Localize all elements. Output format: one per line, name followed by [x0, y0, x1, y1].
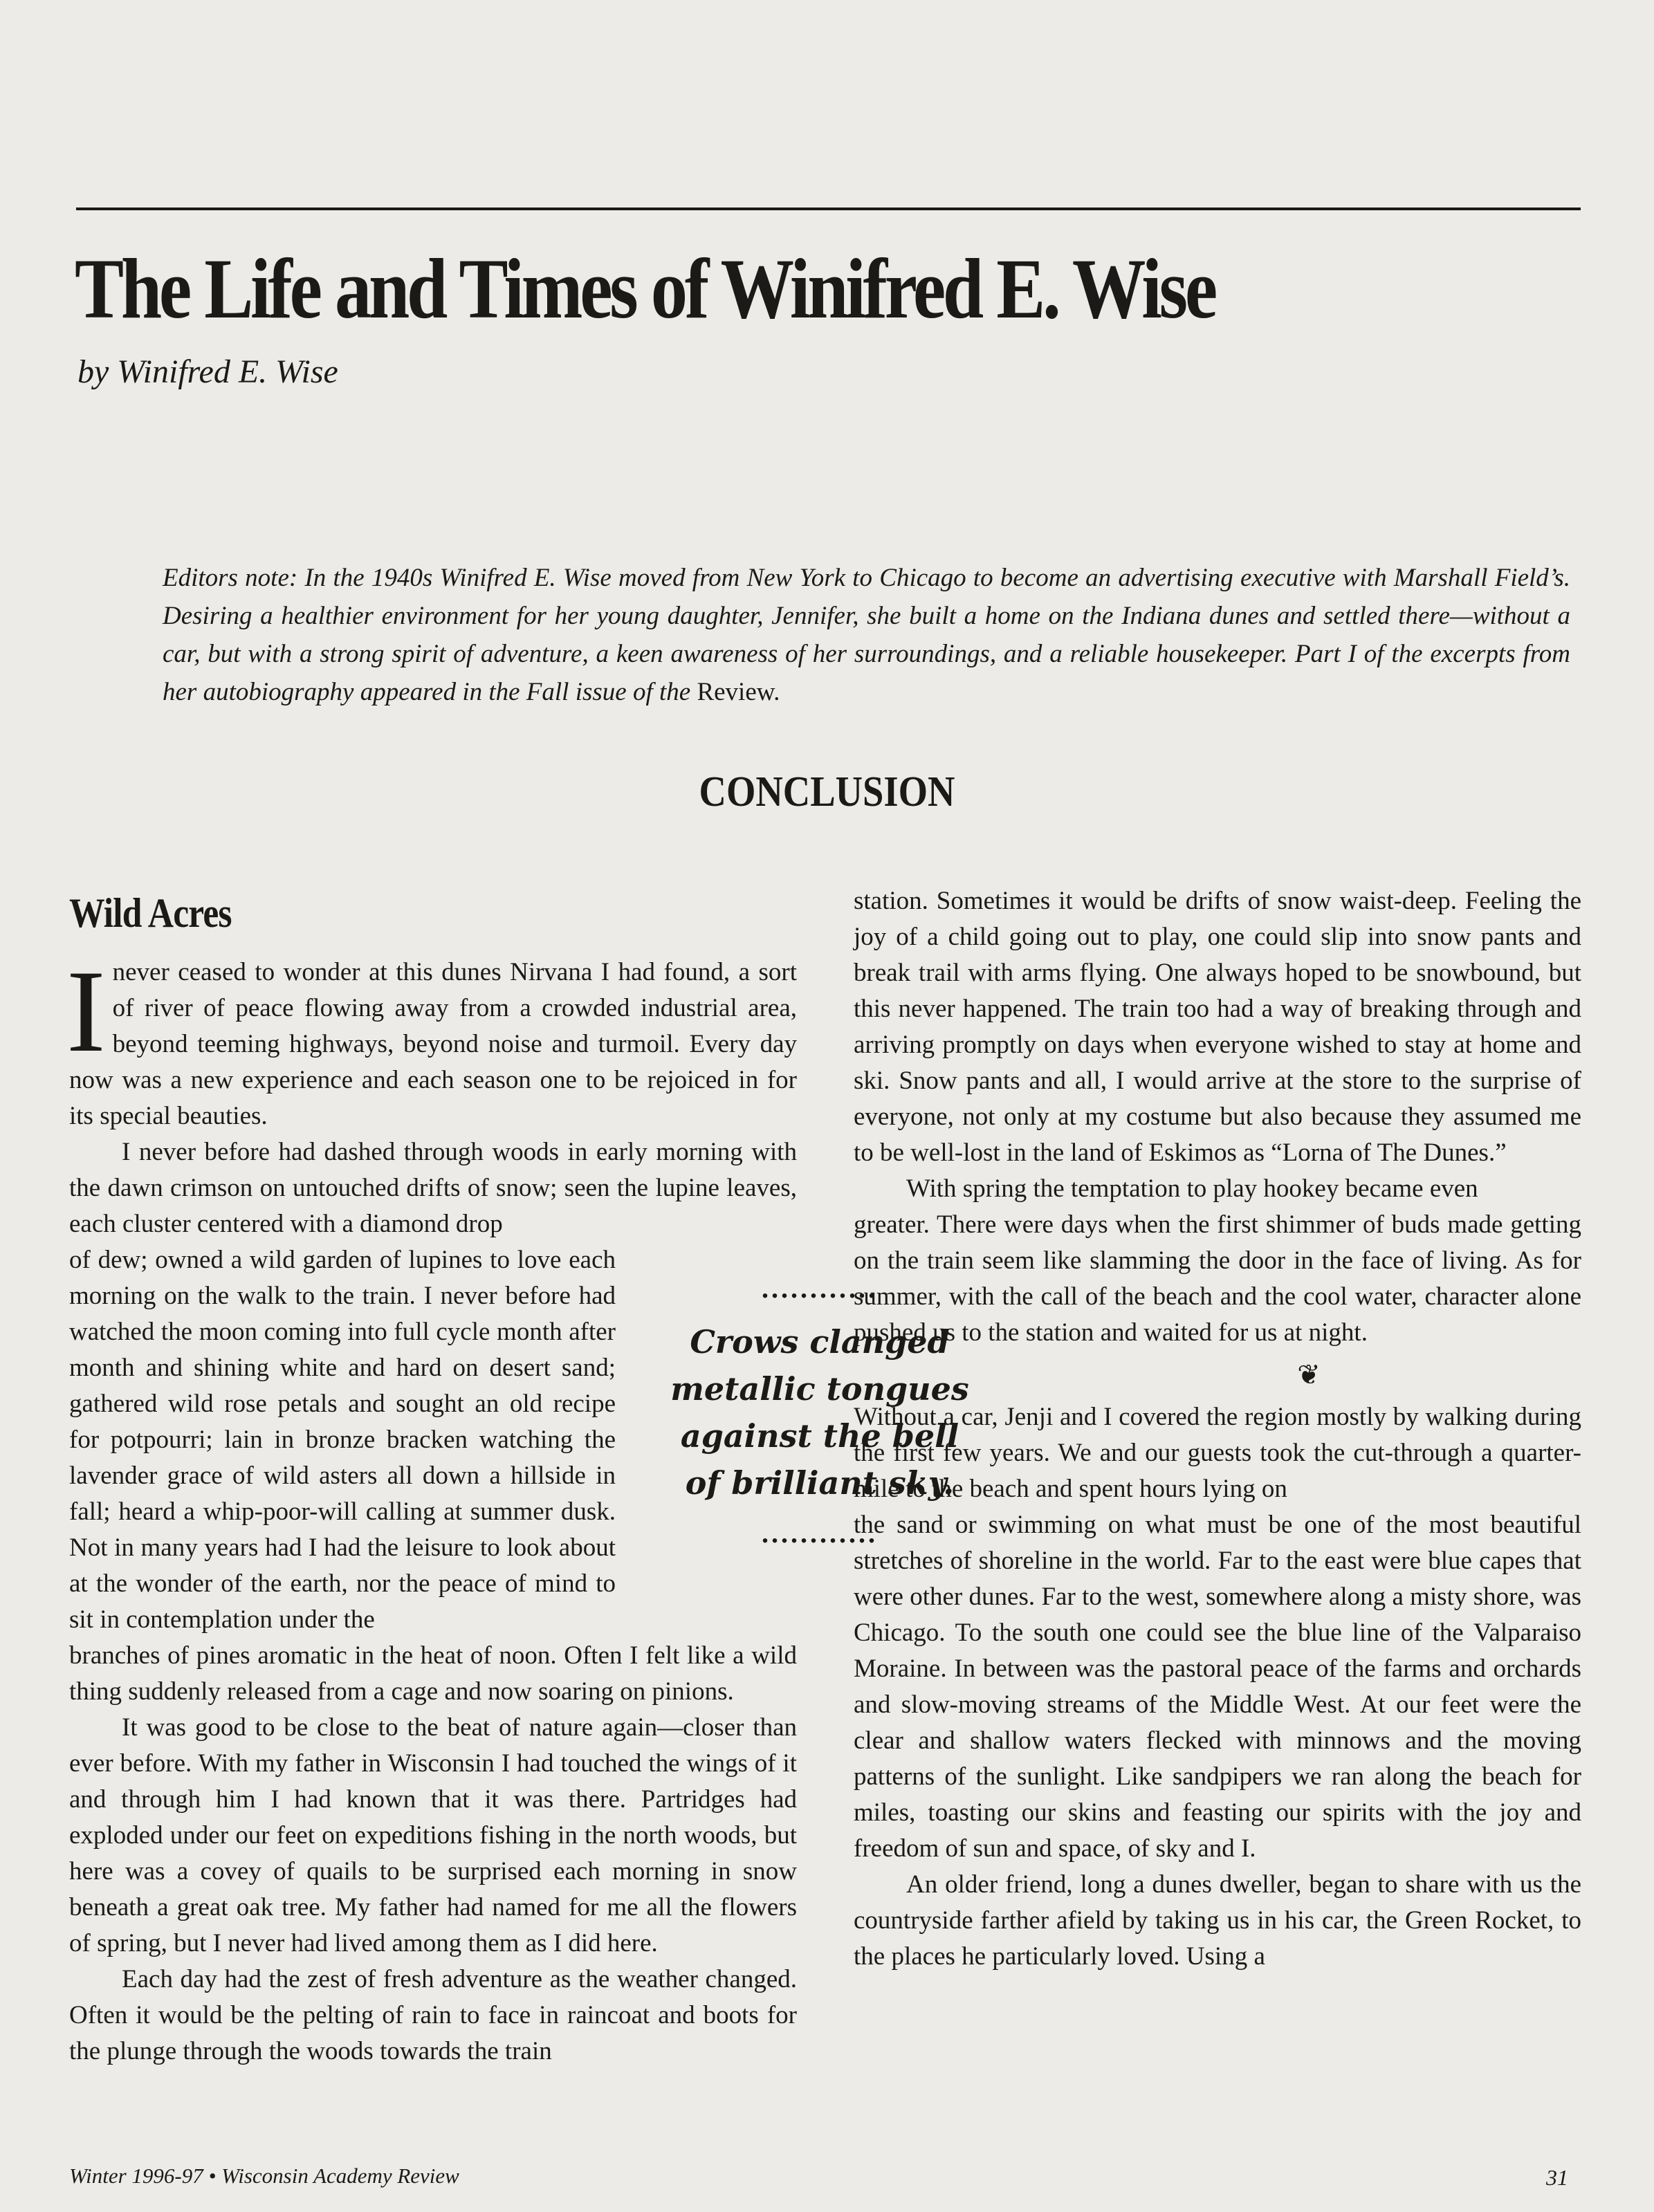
paragraph-wrapped: of dew; owned a wild garden of lupines to love each morning on the walk to the train. I never before had watched the moon coming into full cycle month after month and shining white and hard on desert sand; gathered wild rose petals and sought an old recipe for potpourri; lain in bronze bracken watching the lavender grace of wild asters all down a hillside in fall; heard a whip-poor-will calling at summer dusk. Not in many years had I had the leisure to look about at the wonder of the earth, nor the peace of mind to sit in contemplation under the	[69, 1246, 616, 1634]
editors-note	[163, 559, 1570, 711]
footer-issue: Winter 1996-97 • Wisconsin Academy Review	[69, 2164, 459, 2188]
right-column	[854, 883, 1581, 1975]
paragraph: station. Sometimes it would be drifts of snow waist-deep. Feeling the joy of a child going out to play, one could slip into snow pants and break trail with arms flying. One always hoped to be snowbound, but this never happened. The train too had a way of breaking through and arriving promptly on days when everyone wished to stay at home and ski. Snow pants and all, I would arrive at the store to the surprise of everyone, not only at my costume but also because they assumed me to be well-lost in the land of Eskimos as “Lorna of The Dunes.”	[854, 887, 1581, 1167]
editors-note-text: Editors note: In the 1940s Winifred E. Wise moved from New York to Chicago to become an advertising executive with Marshall Field’s. Desiring a healthier environment for her young daughter, Jennifer, she built a home on the Indiana dunes and settled there—without a car, but with a strong spirit of adventure, a keen awareness of her surroundings, and a reliable housekeeper. Part I of the excerpts from her autobiography appeared in the Fall issue of the	[163, 564, 1570, 706]
paragraph: I never before had dashed through woods in early morning with the dawn crimson on untouched drifts of snow; seen the lupine leaves, each cluster centered with a diamond drop	[69, 1138, 797, 1238]
pull-quote-dots-top: ............	[762, 1273, 878, 1304]
article-title: The Life and Times of Winifred E. Wise	[75, 241, 1215, 336]
paragraph-text: never ceased to wonder at this dunes Nirvana I had found, a sort of river of peace flowing away from a crowded industrial area, beyond teeming highways, beyond noise and turmoil. Every day now was a new experience and each season one to be rejoiced in for its special beauties.	[69, 958, 797, 1130]
pull-quote-dots-bottom: ............	[762, 1518, 878, 1549]
paragraph: the sand or swimming on what must be one of the most beautiful stretches of shoreline in the world. Far to the east were blue capes that were other dunes. Far to the west, somewhere along a misty shore, was Chicago. To the south one could see the blue line of the Valparaiso Moraine. In between was the pastoral peace of the farms and orchards and slow-moving streams of the Middle West. At our feet were the clear and shallow waters flecked with minnows and the moving patterns of the sunlight. Like sandpipers we ran along the beach for miles, toasting our skins and feasting our spirits with the joy and freedom of sun and space, of sky and I.	[854, 1511, 1581, 1863]
paragraph: It was good to be close to the beat of nature again—closer than ever before. With my father in Wisconsin I had touched the wings of it and through him I had known that it was there. Partridges had exploded under our feet on expeditions fishing in the north woods, but here was a covey of quails to be surprised each morning in snow beneath a great oak tree. My father had named for me all the flowers of spring, but I never had lived among them as I did here.	[69, 1713, 797, 1957]
paragraph	[66, 946, 797, 1134]
paragraph: Each day had the zest of fresh adventure as the weather changed. Often it would be the pelting of rain to face in raincoat and boots for the plunge through the woods towards the train	[69, 1965, 797, 2065]
byline: by Winifred E. Wise	[77, 353, 338, 390]
paragraph-wrapped: Without a car, Jenji and I covered the region mostly by walking during the first few years. We and our guests took the cut-through a quarter-mile to the beach and spent hours lying on	[854, 1403, 1581, 1503]
pull-quote-text: Crows clanged metallic tongues against the bell of brilliant sky.	[670, 1323, 969, 1502]
paragraph: With spring the temptation to play hookey became even	[906, 1174, 1478, 1203]
subheading: Wild Acres	[69, 890, 232, 936]
top-rule	[76, 208, 1581, 210]
fleuron-icon: ❦	[1297, 1359, 1321, 1390]
section-heading: CONCLUSION	[699, 768, 955, 815]
editors-note-review: Review.	[697, 678, 780, 706]
paragraph: branches of pines aromatic in the heat of noon. Often I felt like a wild thing suddenly released from a cage and now soaring on pinions.	[69, 1641, 797, 1706]
drop-cap: I	[66, 946, 106, 1076]
page-number: 31	[1546, 2165, 1568, 2190]
paragraph-wrapped: greater. There were days when the first shimmer of buds made getting on the train seem like slamming the door in the face of living. As for summer, with the call of the beach and the cool water, character alone pushed us to the station and waited for us at night.	[854, 1210, 1581, 1347]
paragraph: An older friend, long a dunes dweller, began to share with us the countryside farther afield by taking us in his car, the Green Rocket, to the places he particularly loved. Using a	[854, 1870, 1581, 1971]
